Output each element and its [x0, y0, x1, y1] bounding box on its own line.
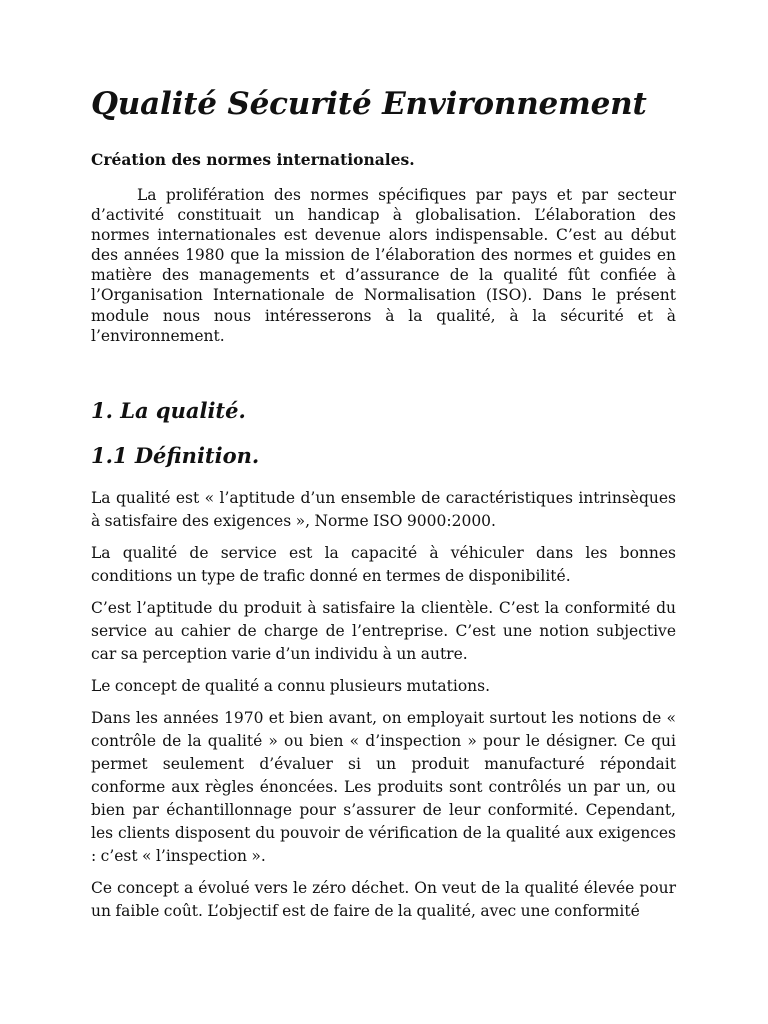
paragraph: La qualité est « l’aptitude d’un ensemble de caractéristiques intrinsèques à satisfaire des exigences », Norme ISO 9000:2000. [91, 489, 676, 530]
paragraph: Ce concept a évolué vers le zéro déchet. On veut de la qualité élevée pour un faible coût. L’objectif est de faire de la qualité, avec une conformité [91, 879, 676, 920]
paragraph: Dans les années 1970 et bien avant, on employait surtout les notions de « contrôle de la qualité » ou bien « d’inspection » pour le désigner. Ce qui permet seulement d’évaluer si un produit manufacturé répondait conforme aux règles énoncées. Les produits sont contrôlés un par un, ou bien par échantillonnage pour s’assurer de leur conformité. Cependant, les clients disposent du pouvoir de vérification de la qualité aux exigences : c’est « l’inspection ». [91, 709, 676, 865]
intro-paragraph: La prolifération des normes spécifiques par pays et par secteur d’activité constituait un handicap à globalisation. L’élaboration des normes internationales est devenue alors indispensable. C’est au début des années 1980 que la mission de l’élaboration des normes et guides en matière des managements et d’assurance de la qualité fût confiée à l’Organisation Internationale de Normalisation (ISO). Dans le présent module nous nous intéresserons à la qualité, à la sécurité et à l’environnement. [91, 186, 676, 345]
section-subtitle: Création des normes internationales. [91, 150, 415, 169]
body-text [91, 487, 676, 932]
paragraph: C’est l’aptitude du produit à satisfaire la clientèle. C’est la conformité du service au cahier de charge de l’entreprise. C’est une notion subjective car sa perception varie d’un individu à un autre. [91, 599, 676, 663]
subsection-heading: 1.1 Définition. [91, 443, 260, 468]
document-page [91, 0, 676, 1024]
document-title: Qualité Sécurité Environnement [91, 86, 647, 122]
section-heading: 1. La qualité. [91, 398, 246, 423]
paragraph: La qualité de service est la capacité à véhiculer dans les bonnes conditions un type de trafic donné en termes de disponibilité. [91, 544, 676, 585]
paragraph: Le concept de qualité a connu plusieurs mutations. [91, 677, 491, 695]
